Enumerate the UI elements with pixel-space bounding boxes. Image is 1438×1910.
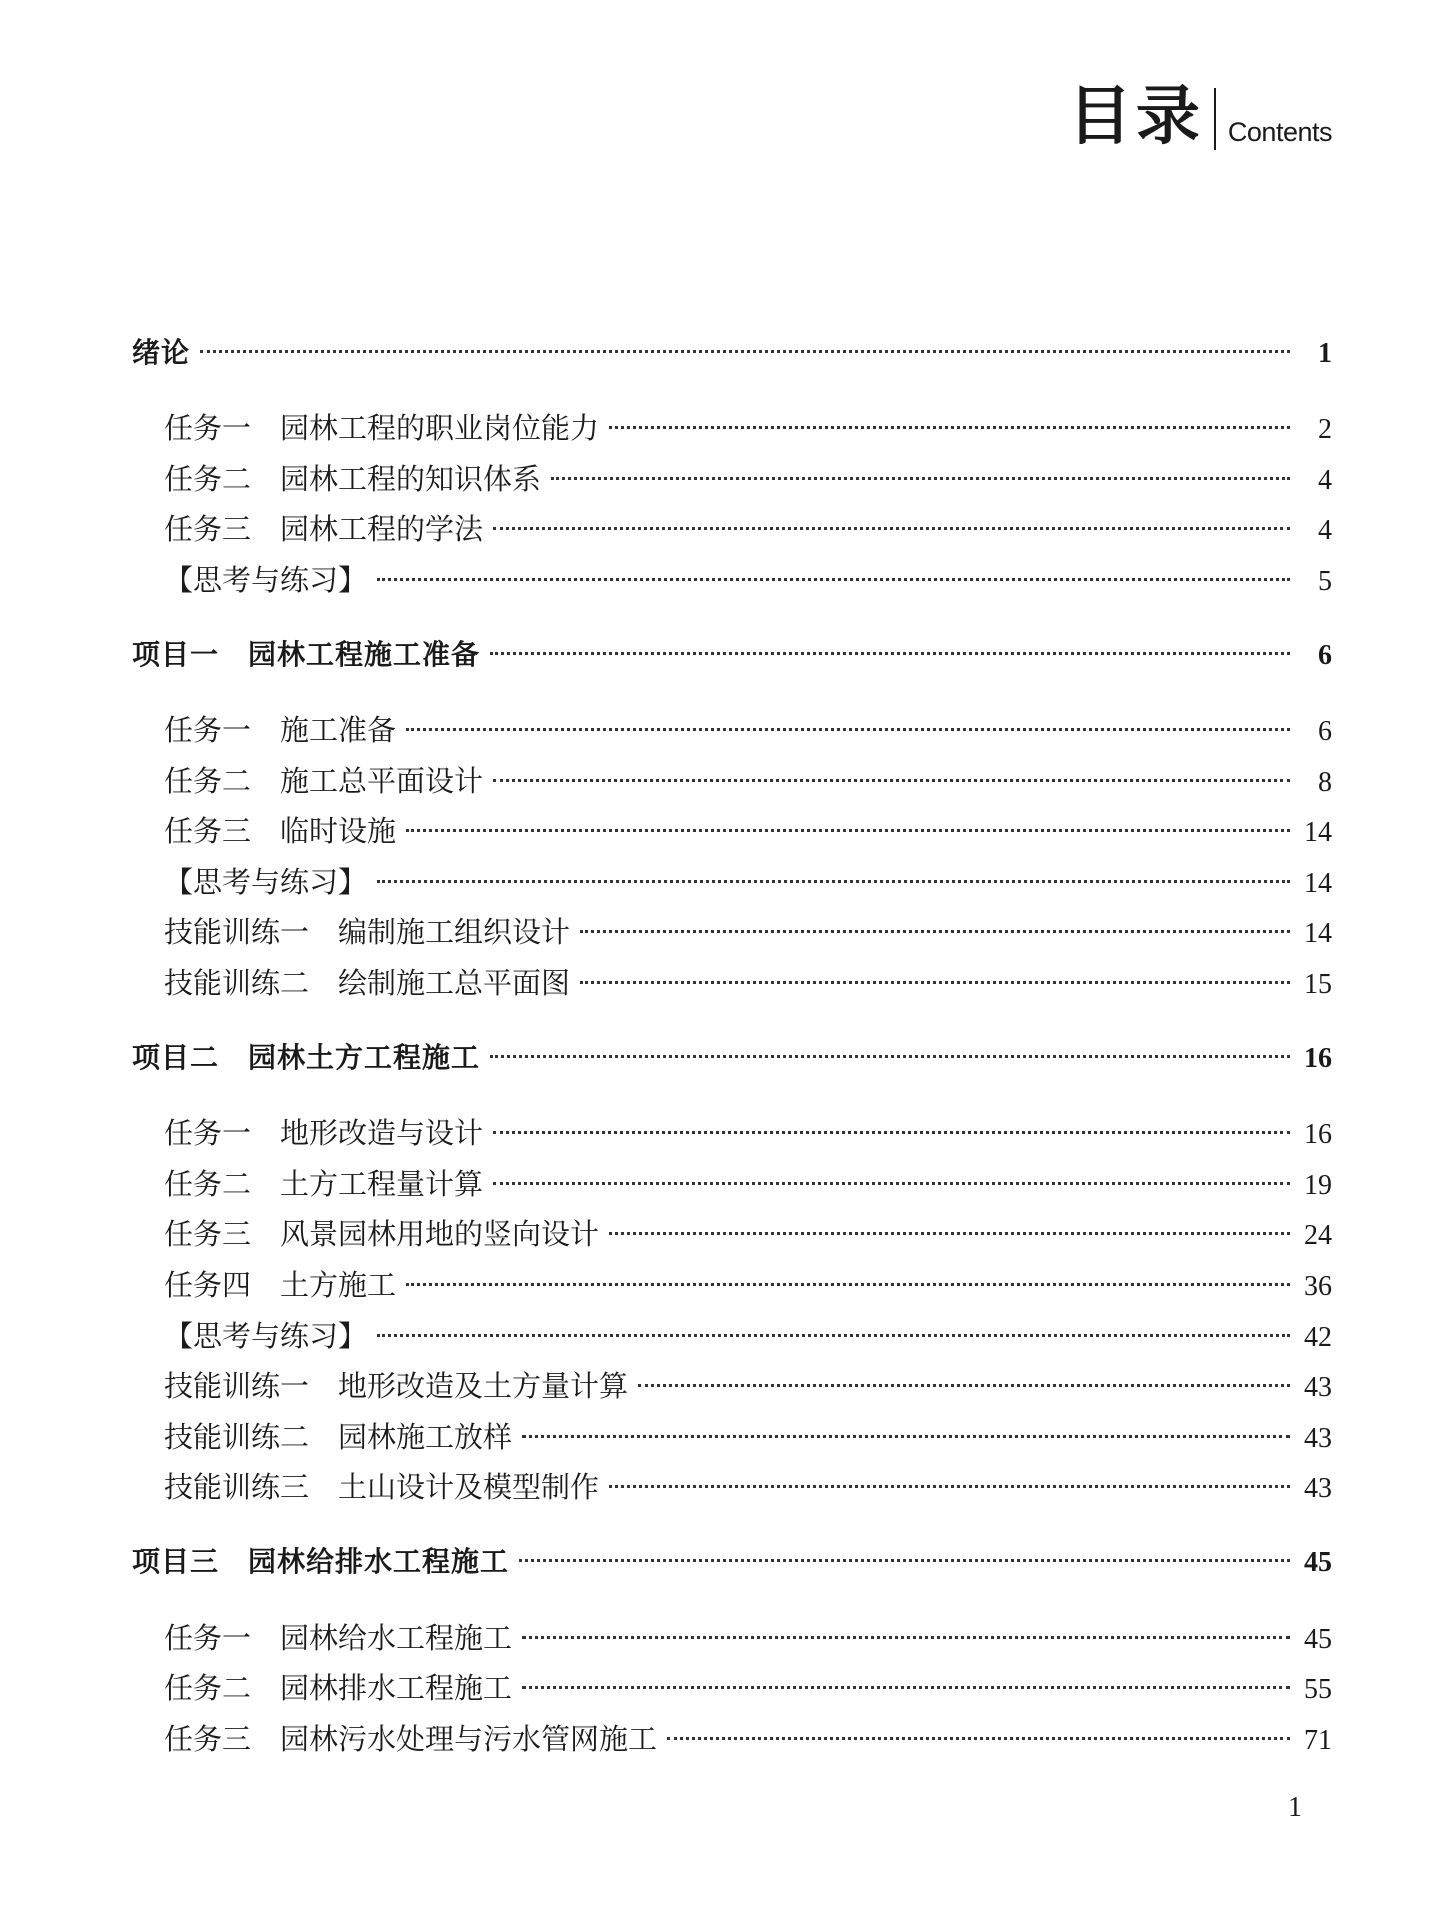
toc-entry-label: 项目二 园林土方工程施工 xyxy=(132,1041,481,1075)
toc-leader-dots xyxy=(493,1182,1290,1185)
toc-entry-label: 任务三 园林工程的学法 xyxy=(164,512,484,547)
toc-leader-dots xyxy=(522,1636,1290,1639)
toc-task-entry xyxy=(132,857,1332,908)
toc-chapter-entry xyxy=(132,1033,1332,1084)
toc-leader-dots xyxy=(551,477,1290,480)
toc-task-entry xyxy=(132,454,1332,505)
toc-task-entry xyxy=(132,1361,1332,1412)
toc-leader-dots xyxy=(522,1686,1290,1689)
toc-entry-page: 16 xyxy=(1304,1119,1332,1151)
toc-entry-label: 技能训练二 园林施工放样 xyxy=(164,1419,513,1454)
toc-task-entry xyxy=(132,907,1332,958)
toc-task-entry xyxy=(132,1159,1332,1210)
toc-entry-label: 技能训练二 绘制施工总平面图 xyxy=(164,966,571,1001)
toc-entry-page: 55 xyxy=(1304,1674,1332,1706)
toc-task-entry xyxy=(132,1311,1332,1362)
toc-leader-dots xyxy=(580,981,1290,984)
toc-leader-dots xyxy=(490,1055,1290,1058)
toc-chapter-entry xyxy=(132,630,1332,681)
toc-leader-dots xyxy=(522,1435,1290,1438)
toc-leader-dots xyxy=(377,578,1290,581)
toc-entry-label: 【思考与练习】 xyxy=(164,864,368,899)
toc-entry-page: 6 xyxy=(1318,716,1332,748)
toc-chapter-entry xyxy=(132,328,1332,379)
toc-entry-page: 43 xyxy=(1304,1372,1332,1404)
toc-entry-label: 绪论 xyxy=(132,336,191,369)
toc-entry-page: 1 xyxy=(1318,338,1332,369)
toc-entry-page: 71 xyxy=(1304,1724,1332,1756)
table-of-contents xyxy=(132,328,1332,1764)
toc-task-entry xyxy=(132,756,1332,807)
toc-task-entry xyxy=(132,504,1332,555)
toc-task-entry xyxy=(132,1260,1332,1311)
toc-entry-page: 6 xyxy=(1318,639,1332,671)
toc-entry-label: 项目一 园林工程施工准备 xyxy=(132,637,481,671)
toc-entry-label: 任务二 园林排水工程施工 xyxy=(164,1671,513,1706)
toc-entry-page: 43 xyxy=(1304,1473,1332,1505)
toc-entry-label: 任务三 临时设施 xyxy=(164,814,397,849)
toc-leader-dots xyxy=(377,880,1290,883)
toc-task-entry xyxy=(132,1663,1332,1714)
toc-entry-page: 5 xyxy=(1318,565,1332,597)
toc-leader-dots xyxy=(609,1232,1290,1235)
toc-entry-label: 任务二 土方工程量计算 xyxy=(164,1166,484,1201)
toc-leader-dots xyxy=(406,1283,1290,1286)
toc-entry-label: 任务二 园林工程的知识体系 xyxy=(164,461,542,496)
toc-entry-label: 任务一 园林给水工程施工 xyxy=(164,1620,513,1655)
toc-entry-page: 8 xyxy=(1318,766,1332,798)
toc-entry-page: 43 xyxy=(1304,1422,1332,1454)
toc-entry-page: 45 xyxy=(1304,1623,1332,1655)
toc-entry-label: 任务四 土方施工 xyxy=(164,1268,397,1302)
toc-entry-label: 项目三 园林给排水工程施工 xyxy=(132,1545,510,1579)
toc-leader-dots xyxy=(406,829,1290,832)
toc-leader-dots xyxy=(609,426,1290,429)
toc-leader-dots xyxy=(377,1334,1290,1337)
toc-task-entry xyxy=(132,1613,1332,1664)
toc-leader-dots xyxy=(493,1131,1290,1134)
toc-entry-page: 24 xyxy=(1304,1220,1332,1252)
toc-leader-dots xyxy=(493,527,1290,530)
toc-leader-dots xyxy=(580,930,1290,933)
toc-entry-page: 4 xyxy=(1318,515,1332,547)
toc-task-entry xyxy=(132,403,1332,454)
toc-entry-label: 任务三 风景园林用地的竖向设计 xyxy=(164,1217,600,1252)
toc-leader-dots xyxy=(200,350,1290,353)
toc-entry-page: 16 xyxy=(1304,1043,1332,1075)
toc-task-entry xyxy=(132,958,1332,1009)
toc-chapter-entry xyxy=(132,1537,1332,1588)
toc-leader-dots xyxy=(609,1485,1290,1488)
toc-entry-page: 42 xyxy=(1304,1321,1332,1353)
toc-entry-label: 任务一 地形改造与设计 xyxy=(164,1116,484,1151)
toc-entry-page: 15 xyxy=(1304,969,1332,1001)
toc-task-entry xyxy=(132,555,1332,606)
toc-entry-page: 19 xyxy=(1304,1169,1332,1201)
header-title-cn: 目录 xyxy=(1067,80,1204,154)
toc-entry-page: 14 xyxy=(1304,918,1332,950)
toc-entry-label: 任务一 施工准备 xyxy=(164,713,397,748)
toc-task-entry xyxy=(132,705,1332,756)
toc-entry-label: 【思考与练习】 xyxy=(164,562,368,597)
header-title-en: Contents xyxy=(1227,117,1332,147)
toc-entry-label: 任务一 园林工程的职业岗位能力 xyxy=(164,411,600,446)
toc-entry-label: 【思考与练习】 xyxy=(164,1318,368,1353)
toc-leader-dots xyxy=(406,728,1290,731)
toc-task-entry xyxy=(132,1209,1332,1260)
toc-task-entry xyxy=(132,1108,1332,1159)
toc-entry-page: 45 xyxy=(1304,1547,1332,1579)
toc-entry-page: 14 xyxy=(1304,867,1332,899)
toc-entry-label: 技能训练一 编制施工组织设计 xyxy=(164,915,571,950)
header-divider xyxy=(1214,88,1216,150)
toc-entry-label: 任务二 施工总平面设计 xyxy=(164,763,484,798)
toc-leader-dots xyxy=(667,1737,1290,1740)
toc-entry-label: 任务三 园林污水处理与污水管网施工 xyxy=(164,1721,658,1756)
toc-task-entry xyxy=(132,1412,1332,1463)
toc-entry-page: 14 xyxy=(1304,817,1332,849)
toc-task-entry xyxy=(132,1714,1332,1765)
toc-task-entry xyxy=(132,806,1332,857)
page-header xyxy=(1068,76,1332,158)
toc-leader-dots xyxy=(638,1384,1290,1387)
page-number: 1 xyxy=(1288,1792,1302,1823)
toc-leader-dots xyxy=(493,779,1290,782)
toc-entry-label: 技能训练一 地形改造及土方量计算 xyxy=(164,1369,629,1404)
toc-leader-dots xyxy=(490,652,1290,655)
toc-entry-page: 36 xyxy=(1304,1271,1332,1302)
toc-leader-dots xyxy=(519,1559,1290,1562)
toc-entry-label: 技能训练三 土山设计及模型制作 xyxy=(164,1470,600,1505)
toc-task-entry xyxy=(132,1462,1332,1513)
toc-entry-page: 2 xyxy=(1318,414,1332,446)
toc-entry-page: 4 xyxy=(1318,464,1332,496)
